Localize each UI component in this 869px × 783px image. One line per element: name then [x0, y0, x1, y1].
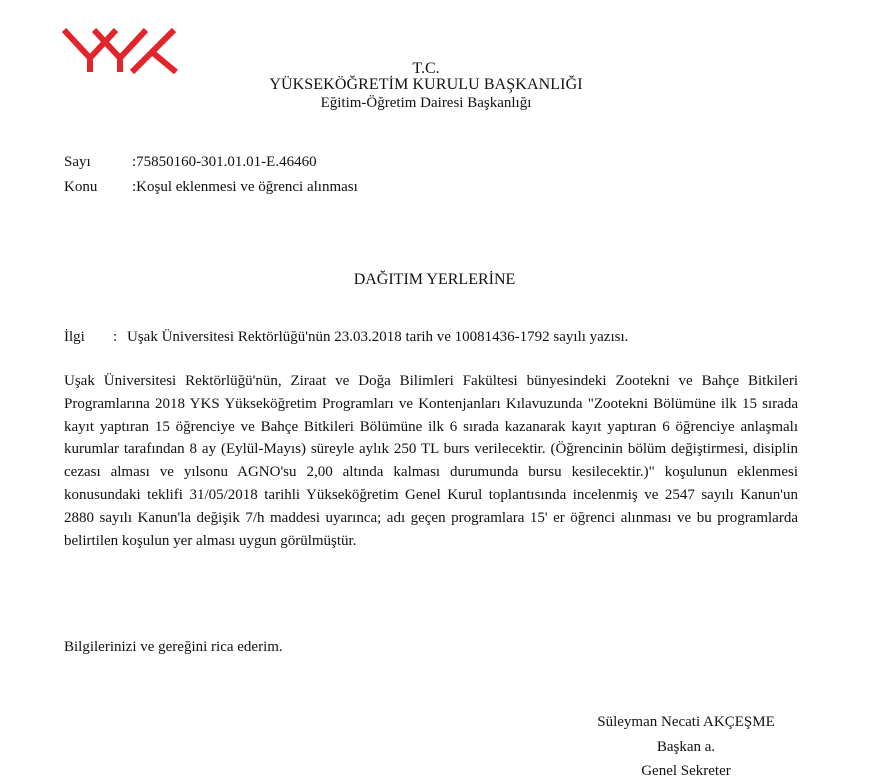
- body-paragraph: Uşak Üniversitesi Rektörlüğü'nün, Ziraat ve Doğa Bilimleri Fakültesi bünyesindeki Zootekni ve Bahçe Bitkileri Programlarına 2018 YKS Yükseköğretim Programları ve Kontenjanları Kılavuzunda "Zootekni Bölümüne ilk 15 sırada kayıt yaptıran 15 öğrenciye ve Bahçe Bitkileri Bölümüne ilk 6 sırada kazanarak kayıt yaptıran 6 öğrenciye anlaşmalı kurumlar tarafından 8 ay (Eylül-Mayıs) süreyle aylık 250 TL burs verilecektir. (Öğrencinin bölüm değiştirmesi, disiplin cezası alması ve yılsonu AGNO'su 2,00 altında kalması durumunda bursu kesilecektir.)" koşulunun eklenmesi konusundaki teklifi 31/05/2018 tarihli Yükseköğretim Genel Kurul toplantısında incelenmiş ve 2547 sayılı Kanun'un 2880 sayılı Kanun'la değişik 7/h maddesi uyarınca; adı geçen programlara 15' er öğrenci alınması ve bu programlarda belirtilen koşulun yer alması uygun görülmüştür.: [64, 373, 798, 549]
- header-tc: T.C.: [412, 60, 440, 77]
- meta-sayi-row: [64, 152, 317, 172]
- ilgi-label: İlgi: [64, 329, 85, 345]
- meta-sayi-label: Sayı: [64, 154, 91, 170]
- header-organization: YÜKSEKÖĞRETİM KURULU BAŞKANLIĞI: [269, 76, 583, 93]
- signature-role: Genel Sekreter: [641, 763, 731, 779]
- meta-sayi-value: :75850160-301.01.01-E.46460: [132, 154, 317, 170]
- ilgi-text: Uşak Üniversitesi Rektörlüğü'nün 23.03.2018 tarih ve 10081436-1792 sayılı yazısı.: [127, 329, 629, 345]
- closing-line: Bilgilerinizi ve gereğini rica ederim.: [64, 639, 283, 655]
- distribution-heading: DAĞITIM YERLERİNE: [353, 271, 516, 288]
- header-department: Eğitim-Öğretim Dairesi Başkanlığı: [320, 95, 532, 111]
- ilgi-row: [64, 326, 628, 348]
- meta-konu-row: [64, 177, 358, 197]
- meta-konu-value: :Koşul eklenmesi ve öğrenci alınması: [132, 179, 358, 195]
- meta-konu-label: Konu: [64, 179, 98, 195]
- signature-name: Süleyman Necati AKÇEŞME: [597, 714, 775, 730]
- yok-logo-mark: [64, 30, 176, 72]
- yok-logo: [60, 28, 180, 74]
- ilgi-separator: :: [113, 329, 118, 345]
- signature-title: Başkan a.: [656, 739, 716, 755]
